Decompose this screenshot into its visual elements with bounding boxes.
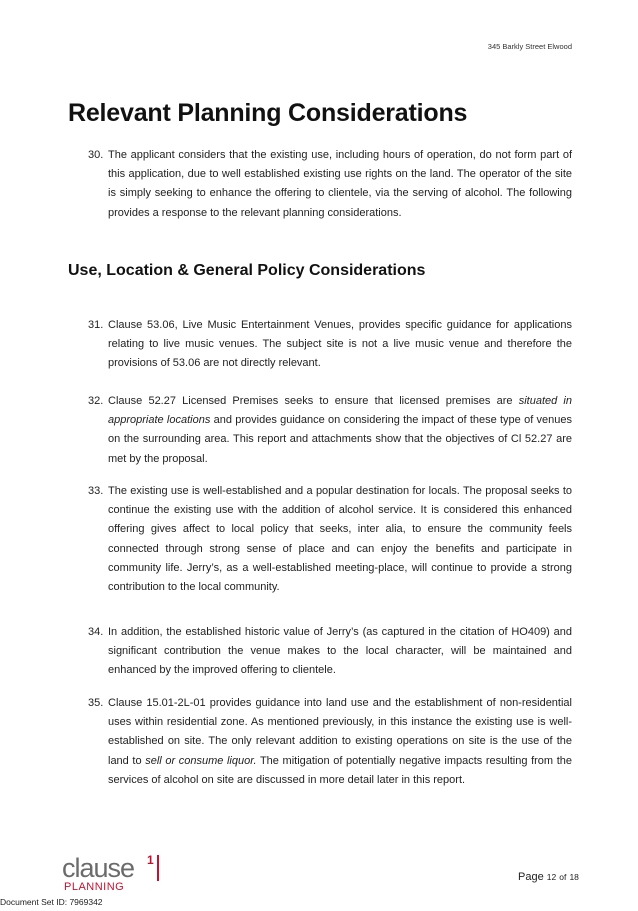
page-label: Page (518, 871, 544, 883)
paragraph-number: 33. (88, 485, 104, 497)
page-number (518, 871, 579, 883)
paragraph-text: The existing use is well-established and a popular destination for locals. The proposal seeks to continue the existing use with the addition of alcohol service. It is considered this enhanced offering gives affect to local policy that seeks, inter alia, to ensure the community feels connected through strong sense of place and can enjoy the benefits and participate in community life. Jerry’s, as a well-established meeting-place, will continue to provide a strong contribution to the local community. (108, 485, 572, 594)
company-logo (62, 853, 162, 895)
page-of: of (559, 872, 567, 882)
paragraph-31 (88, 316, 572, 374)
paragraph-number: 30. (88, 149, 104, 161)
paragraph-text (108, 694, 572, 790)
paragraph-34 (88, 623, 572, 681)
paragraph-text: Clause 53.06, Live Music Entertainment Venues, provides specific guidance for applications relating to live music venues. The subject site is not a live music venue and therefore the provisions of 53.06 are not directly relevant. (108, 319, 572, 370)
document-set-id: Document Set ID: 7969342 (0, 897, 103, 907)
logo-wordmark: clause (62, 853, 135, 883)
logo-subtitle: PLANNING (64, 881, 125, 893)
paragraph-text (108, 392, 572, 469)
paragraph-35 (88, 694, 572, 790)
page-title: Relevant Planning Considerations (68, 99, 468, 127)
paragraph-number: 35. (88, 697, 104, 709)
paragraph-text: In addition, the established historic value of Jerry’s (as captured in the citation of HO409) and significant contribution the venue makes to the local character, will be maintained and enhanced by the improved offering to clientele. (108, 626, 572, 677)
paragraph-33 (88, 482, 572, 597)
text-run: Clause 52.27 Licensed Premises seeks to ensure that licensed premises are (108, 395, 519, 407)
page-current: 12 (546, 872, 557, 882)
logo-superscript: 1 (147, 853, 154, 867)
paragraph-30 (88, 146, 572, 223)
emphasis-text: sell or consume liquor. (145, 754, 257, 767)
paragraph-text: The applicant considers that the existing use, including hours of operation, do not form part of this application, due to well established existing use rights on the land. The operator of the site is simply seeking to enhance the offering to clientele, via the serving of alcohol. The following provides a response to the relevant planning considerations. (108, 149, 572, 219)
text-run: Clause 15.01-2L-01 provides guidance into land use and the establishment of non-residential uses within residential zone. As mentioned previously, in this instance the existing use is well-established on site. The only relevant addition to existing operations on site is the use of the land to (108, 697, 572, 767)
emphasis-text: situated in appropriate locations (108, 395, 572, 427)
text-run: The mitigation of potentially negative impacts resulting from the services of alcohol on site are discussed in more detail later in this report. (108, 754, 573, 786)
logo-bar (157, 855, 159, 881)
header-address: 345 Barkly Street Elwood (487, 42, 572, 51)
paragraph-32 (88, 392, 572, 469)
paragraph-number: 31. (88, 319, 104, 331)
paragraph-number: 34. (88, 626, 104, 638)
paragraph-number: 32. (88, 395, 104, 407)
section-heading: Use, Location & General Policy Considerations (68, 262, 426, 279)
page-total: 18 (569, 872, 579, 882)
text-run: and provides guidance on considering the impact of these type of venues on the surrounding area. This report and attachments show that the objectives of Cl 52.27 are met by the proposal. (108, 414, 572, 465)
